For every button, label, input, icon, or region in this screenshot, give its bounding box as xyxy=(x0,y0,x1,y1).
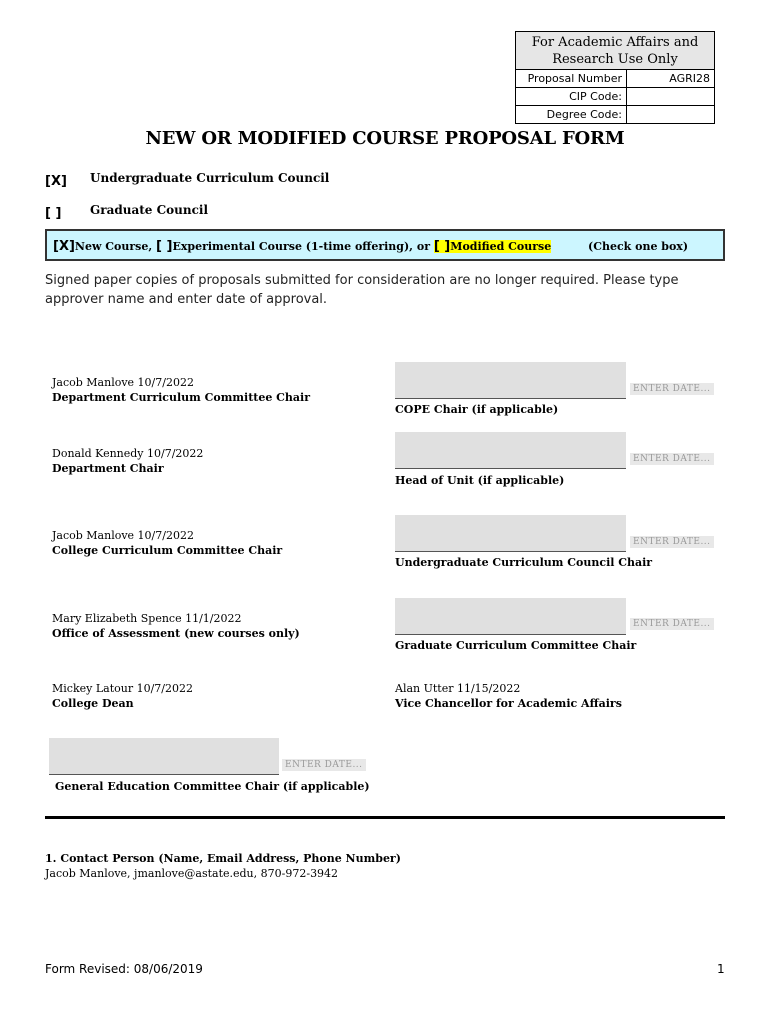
experimental-course-checkbox[interactable]: [ ] xyxy=(156,239,173,254)
office-use-box xyxy=(515,31,715,124)
cope-chair-date-field[interactable]: ENTER DATE... xyxy=(630,383,714,395)
signer-name[interactable]: Jacob Manlove 10/7/2022 xyxy=(52,376,194,389)
council-undergrad-row xyxy=(45,170,67,189)
signer-name[interactable]: Jacob Manlove 10/7/2022 xyxy=(52,529,194,542)
modified-course-label: Modified Course xyxy=(450,240,552,253)
signature-left-5 xyxy=(52,681,193,711)
section-divider xyxy=(45,816,725,819)
course-type-line xyxy=(53,239,551,254)
signer-name[interactable]: Mary Elizabeth Spence 11/1/2022 xyxy=(52,612,242,625)
proposal-number-row xyxy=(516,70,714,88)
proposal-number-label: Proposal Number xyxy=(516,70,627,87)
ucc-chair-date-field[interactable]: ENTER DATE... xyxy=(630,536,714,548)
instructions-note: Signed paper copies of proposals submitted for consideration are no longer required. Please type approver name and enter date of approval. xyxy=(45,273,679,307)
head-of-unit-date-field[interactable]: ENTER DATE... xyxy=(630,453,714,465)
signer-role: Department Curriculum Committee Chair xyxy=(52,391,311,404)
or-text: or xyxy=(416,240,430,253)
cope-chair-signature-field[interactable] xyxy=(395,362,626,399)
council-graduate-checkbox[interactable]: [ ] xyxy=(45,206,62,221)
office-use-title: For Academic Affairs and Research Use Only xyxy=(516,32,714,70)
gen-ed-signature-field[interactable] xyxy=(49,738,279,775)
form-revised-footer: Form Revised: 08/06/2019 xyxy=(45,962,203,976)
signature-left-2 xyxy=(52,446,203,476)
vice-chancellor-signature xyxy=(395,681,622,711)
proposal-number-value[interactable]: AGRI28 xyxy=(669,72,710,85)
course-type-box xyxy=(45,229,725,261)
head-of-unit-signature-field[interactable] xyxy=(395,432,626,469)
contact-value[interactable]: Jacob Manlove, jmanlove@astate.edu, 870-972-3942 xyxy=(45,867,339,880)
council-graduate-label: Graduate Council xyxy=(90,203,209,217)
council-undergrad-label: Undergraduate Curriculum Council xyxy=(90,171,330,185)
cip-code-value[interactable] xyxy=(627,88,714,105)
gcc-chair-signature-field[interactable] xyxy=(395,598,626,635)
ucc-chair-role: Undergraduate Curriculum Council Chair xyxy=(395,556,653,569)
signer-role: Vice Chancellor for Academic Affairs xyxy=(395,697,622,710)
signer-name[interactable]: Mickey Latour 10/7/2022 xyxy=(52,682,193,695)
modified-course-checkbox[interactable]: [ ] xyxy=(433,239,451,254)
gcc-chair-role: Graduate Curriculum Committee Chair xyxy=(395,639,637,652)
council-undergrad-checkbox[interactable]: [X] xyxy=(45,174,67,189)
council-graduate-row xyxy=(45,202,61,221)
contact-heading: 1. Contact Person (Name, Email Address, Phone Number) xyxy=(45,852,401,865)
experimental-course-label: Experimental Course (1-time offering), xyxy=(172,240,414,253)
gcc-chair-date-field[interactable]: ENTER DATE... xyxy=(630,618,714,630)
form-title: NEW OR MODIFIED COURSE PROPOSAL FORM xyxy=(145,128,625,149)
check-one-box-instruction: (Check one box) xyxy=(588,240,689,253)
new-course-checkbox[interactable]: [X] xyxy=(53,239,75,254)
gen-ed-role: General Education Committee Chair (if applicable) xyxy=(55,780,370,793)
head-of-unit-role: Head of Unit (if applicable) xyxy=(395,474,565,487)
signature-left-3 xyxy=(52,528,282,558)
signer-role: Office of Assessment (new courses only) xyxy=(52,627,300,640)
signer-role: College Dean xyxy=(52,697,134,710)
degree-code-row xyxy=(516,106,714,123)
signer-role: College Curriculum Committee Chair xyxy=(52,544,283,557)
cope-chair-role: COPE Chair (if applicable) xyxy=(395,403,559,416)
signature-left-4 xyxy=(52,611,300,641)
page-number: 1 xyxy=(717,962,725,976)
degree-code-label: Degree Code: xyxy=(516,106,627,123)
signature-left-1 xyxy=(52,375,310,405)
new-course-label: New Course, xyxy=(74,240,153,253)
signer-name[interactable]: Alan Utter 11/15/2022 xyxy=(395,682,521,695)
signer-name[interactable]: Donald Kennedy 10/7/2022 xyxy=(52,447,204,460)
degree-code-value[interactable] xyxy=(627,106,714,123)
signer-role: Department Chair xyxy=(52,462,164,475)
ucc-chair-signature-field[interactable] xyxy=(395,515,626,552)
cip-code-row xyxy=(516,88,714,106)
gen-ed-date-field[interactable]: ENTER DATE... xyxy=(282,759,366,771)
cip-code-label: CIP Code: xyxy=(516,88,627,105)
